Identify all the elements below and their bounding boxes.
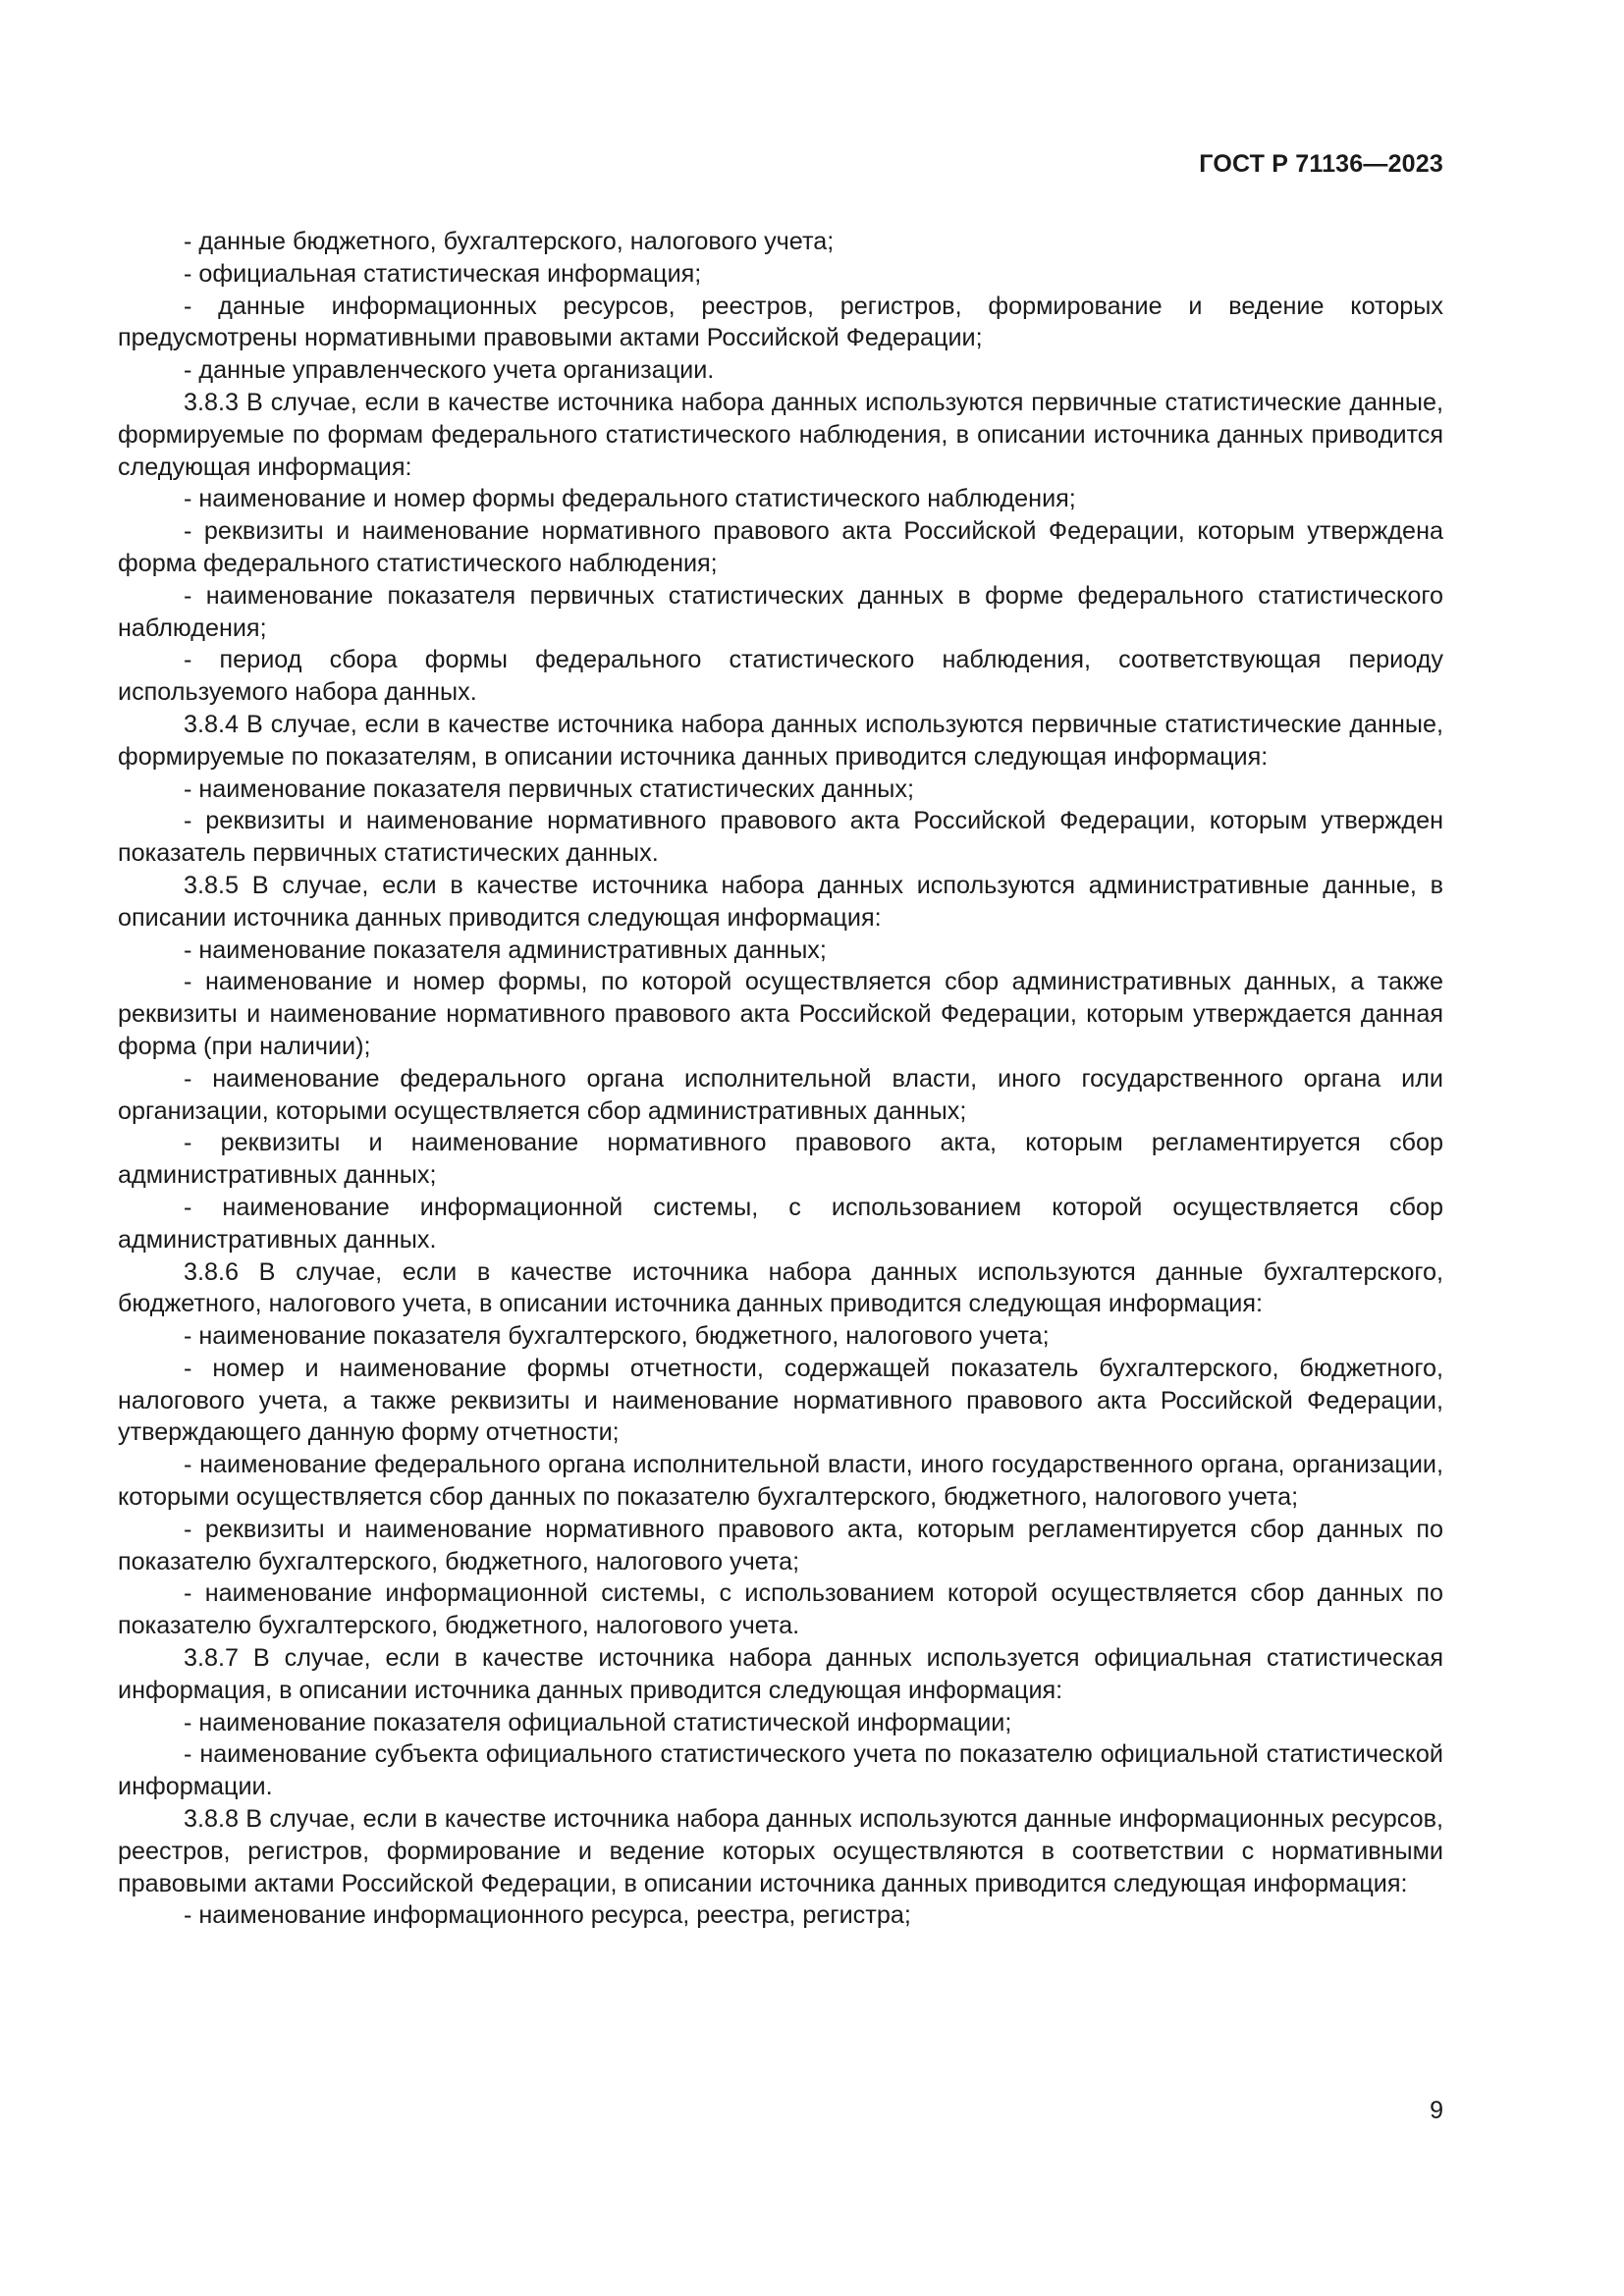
- clause-3-8-4: 3.8.4 В случае, если в качестве источника набора данных используются первичные статистические данные, формируемые по показателям, в описании источника данных приводится следующая информация:: [118, 710, 1443, 771]
- clause-3-8-8: 3.8.8 В случае, если в качестве источника набора данных используются данные информационных ресурсов, реестров, регистров, формирование и ведение которых осуществляются в соответствии с нормативными правовыми актами Российской Федерации, в описании источника данных приводится следующая информация:: [118, 1805, 1443, 1897]
- list-item: - наименование федерального органа исполнительной власти, иного государственного органа или организации, которыми осуществляется сбор административных данных;: [118, 1064, 1443, 1125]
- list-item: - официальная статистическая информация;: [184, 259, 702, 288]
- list-item: - наименование показателя первичных статистических данных;: [184, 774, 914, 803]
- list-item: - наименование информационной системы, с использованием которой осуществляется сбор данных по показателю бухгалтерского, бюджетного, налогового учета.: [118, 1579, 1443, 1640]
- list-item: - период сбора формы федерального статистического наблюдения, соответствующая периоду используемого набора данных.: [118, 646, 1443, 707]
- document-code-header: ГОСТ Р 71136—2023: [1199, 150, 1443, 178]
- document-body: [118, 226, 1443, 1932]
- list-item: - реквизиты и наименование нормативного правового акта Российской Федерации, которым утвержден показатель первичных статистических данных.: [118, 807, 1443, 868]
- clause-3-8-3: 3.8.3 В случае, если в качестве источника набора данных используются первичные статистические данные, формируемые по формам федерального статистического наблюдения, в описании источника данных приводится следующая информация:: [118, 388, 1443, 481]
- list-item: - наименование показателя первичных статистических данных в форме федерального статистического наблюдения;: [118, 581, 1443, 642]
- list-item: - наименование показателя официальной статистической информации;: [184, 1708, 1012, 1736]
- list-item: - реквизиты и наименование нормативного правового акта Российской Федерации, которым утверждена форма федерального статистического наблюдения;: [118, 517, 1443, 577]
- list-item: - наименование и номер формы федерального статистического наблюдения;: [184, 485, 1076, 513]
- list-item: - данные информационных ресурсов, реестров, регистров, формирование и ведение которых предусмотрены нормативными правовыми актами Российской Федерации;: [118, 292, 1443, 352]
- list-item: - наименование информационного ресурса, реестра, регистра;: [184, 1901, 911, 1930]
- list-item: - наименование информационной системы, с использованием которой осуществляется сбор административных данных.: [118, 1193, 1443, 1254]
- page-number: 9: [1430, 2097, 1443, 2124]
- list-item: - наименование показателя бухгалтерского, бюджетного, налогового учета;: [184, 1322, 1050, 1351]
- list-item: - данные бюджетного, бухгалтерского, налогового учета;: [184, 228, 835, 255]
- list-item: - наименование и номер формы, по которой осуществляется сбор административных данных, а также реквизиты и наименование нормативного правового акта Российской Федерации, которым утверждается данная форма (при наличии);: [118, 968, 1443, 1060]
- clause-3-8-7: 3.8.7 В случае, если в качестве источника набора данных используется официальная статистическая информация, в описании источника данных приводится следующая информация:: [118, 1644, 1443, 1704]
- clause-3-8-6: 3.8.6 В случае, если в качестве источника набора данных используются данные бухгалтерского, бюджетного, налогового учета, в описании источника данных приводится следующая информация:: [118, 1257, 1443, 1318]
- list-item: - данные управленческого учета организации.: [184, 356, 715, 385]
- list-item: - номер и наименование формы отчетности, содержащей показатель бухгалтерского, бюджетного, налогового учета, а также реквизиты и наименование нормативного правового акта Российской Федерации, утверждающего данную форму отчетности;: [118, 1354, 1443, 1447]
- list-item: - реквизиты и наименование нормативного правового акта, которым регламентируется сбор административных данных;: [118, 1129, 1443, 1190]
- list-item: - наименование показателя административных данных;: [184, 935, 827, 964]
- list-item: - наименование федерального органа исполнительной власти, иного государственного органа, организации, которыми осуществляется сбор данных по показателю бухгалтерского, бюджетного, налогового учета;: [118, 1451, 1443, 1512]
- list-item: - реквизиты и наименование нормативного правового акта, которым регламентируется сбор данных по показателю бухгалтерского, бюджетного, налогового учета;: [118, 1515, 1443, 1575]
- list-item: - наименование субъекта официального статистического учета по показателю официальной статистической информации.: [118, 1740, 1443, 1801]
- clause-3-8-5: 3.8.5 В случае, если в качестве источника набора данных используются административные данные, в описании источника данных приводится следующая информация:: [118, 871, 1443, 932]
